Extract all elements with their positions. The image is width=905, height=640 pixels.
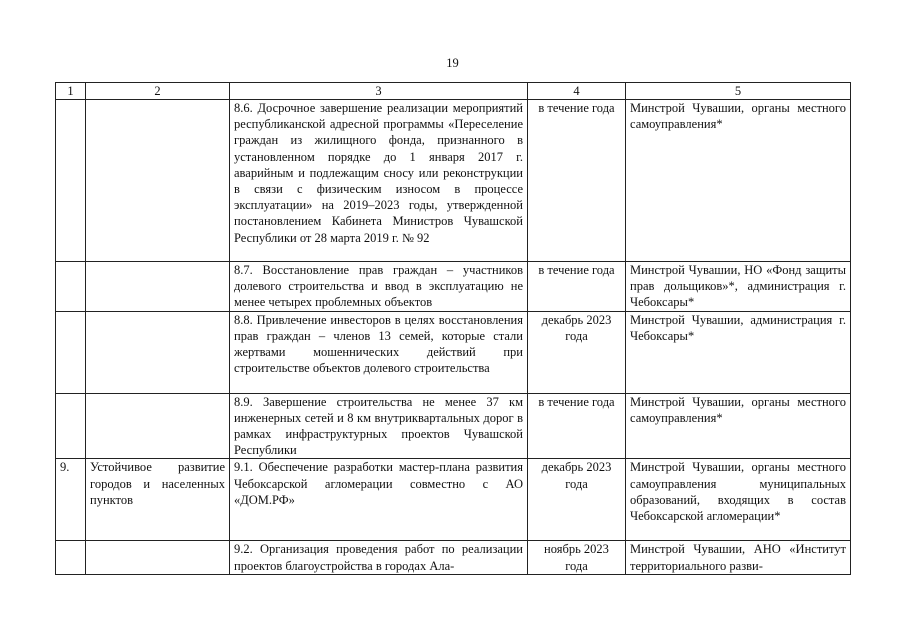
row-number: [56, 541, 86, 574]
row-term: в течение года: [528, 393, 626, 459]
header-cell: 5: [626, 83, 851, 100]
table-row: [56, 262, 851, 312]
table-header-row: [56, 83, 851, 100]
header-cell: 1: [56, 83, 86, 100]
row-executor: Минстрой Чувашии, органы местного самоуправления муниципальных образований, входящих в состав Чебоксарской агломерации*: [626, 459, 851, 541]
table-row: [56, 311, 851, 393]
row-term: ноябрь 2023 года: [528, 541, 626, 574]
row-measure: 8.6. Досрочное завершение реализации мероприятий республиканской адресной программы «Переселение граждан из жилищного фонда, признанного в установленном порядке до 1 января 2017 г. аварийным и подлежащим сносу или реконструкции в связи с физическим износом в процессе эксплуатации» на 2019–2023 годы, утвержденной постановлением Кабинета Министров Чувашской Республики от 28 марта 2019 г. № 92: [230, 100, 528, 262]
table-row: [56, 541, 851, 574]
row-number: 9.: [56, 459, 86, 541]
row-measure: 8.7. Восстановление прав граждан – участников долевого строительства и ввод в эксплуатацию не менее четырех проблемных объектов: [230, 262, 528, 312]
row-topic: [86, 100, 230, 262]
table-row: [56, 459, 851, 541]
row-number: [56, 262, 86, 312]
row-topic: [86, 393, 230, 459]
row-topic: Устойчивое развитие городов и населенных пунктов: [86, 459, 230, 541]
page-number: 19: [446, 56, 459, 70]
table-row: [56, 393, 851, 459]
table-row: [56, 100, 851, 262]
row-executor: Минстрой Чувашии, органы местного самоуправления*: [626, 100, 851, 262]
row-measure: 8.8. Привлечение инвесторов в целях восстановления прав граждан – членов 13 семей, которые стали жертвами мошеннических действий при строительстве объектов долевого строительства: [230, 311, 528, 393]
row-measure: 8.9. Завершение строительства не менее 37 км инженерных сетей и 8 км внутриквартальных дорог в рамках инфраструктурных проектов Чувашской Республики: [230, 393, 528, 459]
row-executor: Минстрой Чувашии, НО «Фонд защиты прав дольщиков»*, администрация г. Чебоксары*: [626, 262, 851, 312]
row-executor: Минстрой Чувашии, АНО «Институт территориального разви-: [626, 541, 851, 574]
header-cell: 2: [86, 83, 230, 100]
header-cell: 3: [230, 83, 528, 100]
row-topic: [86, 262, 230, 312]
row-term: в течение года: [528, 262, 626, 312]
header-cell: 4: [528, 83, 626, 100]
row-executor: Минстрой Чувашии, органы местного самоуправления*: [626, 393, 851, 459]
row-topic: [86, 311, 230, 393]
row-measure: 9.1. Обеспечение разработки мастер-плана развития Чебоксарской агломерации совместно с АО «ДОМ.РФ»: [230, 459, 528, 541]
row-number: [56, 393, 86, 459]
plan-table: [55, 82, 851, 575]
row-topic: [86, 541, 230, 574]
row-measure: 9.2. Организация проведения работ по реализации проектов благоустройства в городах Ала-: [230, 541, 528, 574]
row-executor: Минстрой Чувашии, администрация г. Чебоксары*: [626, 311, 851, 393]
row-term: декабрь 2023 года: [528, 459, 626, 541]
row-number: [56, 100, 86, 262]
row-term: в течение года: [528, 100, 626, 262]
row-term: декабрь 2023 года: [528, 311, 626, 393]
row-number: [56, 311, 86, 393]
